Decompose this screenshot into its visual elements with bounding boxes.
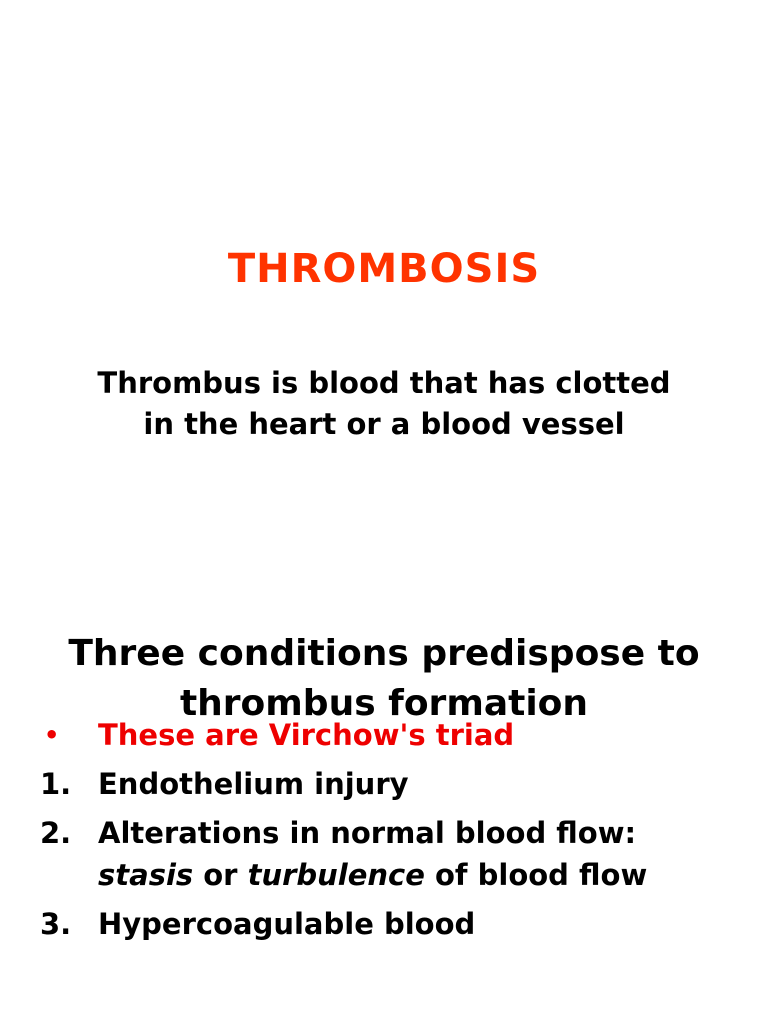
list-item	[40, 903, 750, 945]
list-text: Endothelium injury	[98, 767, 409, 801]
term-stasis: stasis	[98, 858, 194, 892]
list-text: Alterations in normal blood flow:	[98, 816, 637, 850]
term-tail: of blood flow	[424, 858, 648, 892]
term-turbulence: turbulence	[247, 858, 425, 892]
definition-text: Thrombus is blood that has clotted in the heart or a blood vessel	[97, 366, 671, 441]
list-item	[40, 812, 750, 896]
list-number: 2.	[40, 816, 72, 850]
list-item	[40, 763, 750, 805]
list-item-intro	[40, 714, 750, 756]
slide-conditions	[0, 512, 768, 1024]
slide-title: THROMBOSIS	[227, 245, 541, 292]
list-text-group	[98, 812, 750, 896]
bullet-marker: •	[44, 721, 60, 749]
term-joiner: or	[193, 858, 248, 892]
intro-text: These are Virchow's triad	[98, 718, 515, 752]
list-number: 3.	[40, 907, 72, 941]
conditions-list	[40, 714, 750, 952]
list-number: 1.	[40, 767, 72, 801]
conditions-heading: Three conditions predispose to thrombus formation	[68, 632, 700, 724]
list-text: Hypercoagulable blood	[98, 907, 476, 941]
